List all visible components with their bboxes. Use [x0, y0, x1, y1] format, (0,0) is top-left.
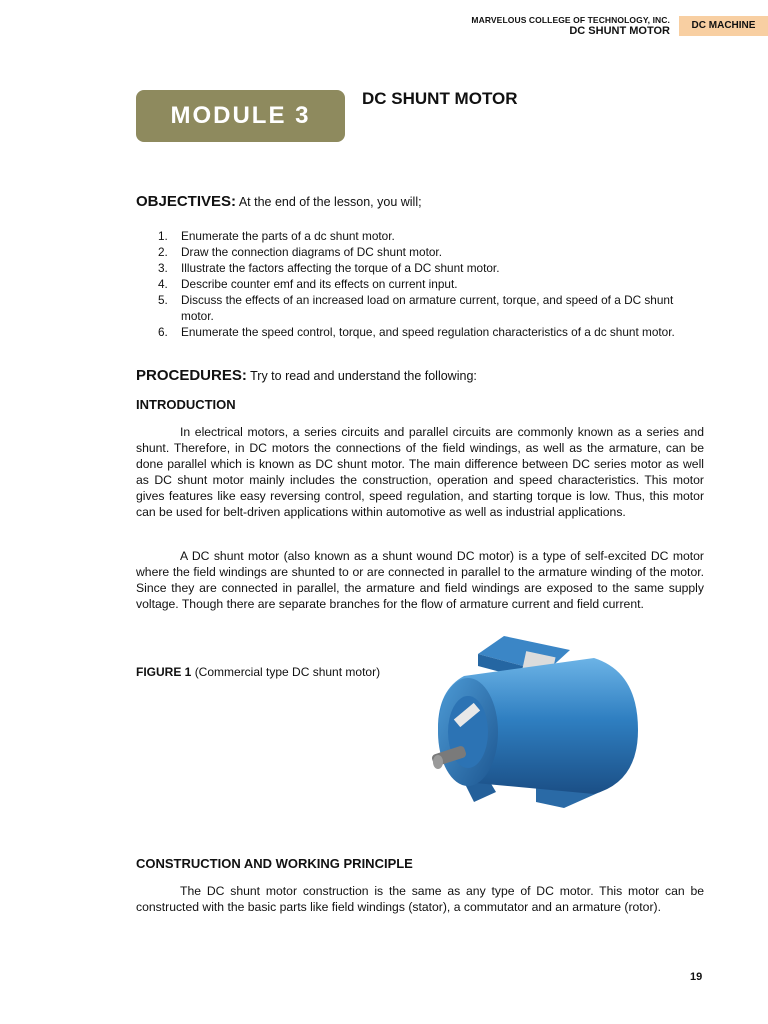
- procedures-intro: Try to read and understand the following:: [250, 369, 477, 383]
- list-item: [158, 228, 706, 244]
- construction-heading: CONSTRUCTION AND WORKING PRINCIPLE: [136, 856, 413, 871]
- objectives-label: OBJECTIVES:: [136, 193, 237, 210]
- objectives-intro: At the end of the lesson, you will;: [238, 195, 422, 209]
- list-item: [158, 244, 706, 260]
- objectives-line: [136, 193, 422, 210]
- header-tab: DC MACHINE: [679, 16, 768, 36]
- list-text: Enumerate the parts of a dc shunt motor.: [181, 229, 395, 243]
- header-subtitle: DC SHUNT MOTOR: [569, 25, 670, 37]
- procedures-line: [136, 367, 477, 384]
- list-text: Discuss the effects of an increased load on armature current, torque, and speed of a DC shunt motor.: [181, 293, 674, 323]
- list-number: 1.: [158, 229, 168, 243]
- list-text: Draw the connection diagrams of DC shunt motor.: [181, 245, 442, 259]
- module-badge: MODULE 3: [136, 90, 345, 142]
- introduction-paragraph-2: [136, 548, 704, 612]
- paragraph-text: A DC shunt motor (also known as a shunt wound DC motor) is a type of self-excited DC motor where the field windings are shunted to or are connected in parallel to the armature winding of the motor. Since they are connected in parallel, the armature and field windings are exposed to the same supply voltage. Though there are separate branches for the flow of armature current and field current.: [136, 549, 704, 612]
- list-number: 3.: [158, 261, 168, 275]
- dc-shunt-motor-photo: [424, 632, 646, 814]
- list-item: [158, 276, 706, 292]
- figure-caption-text: (Commercial type DC shunt motor): [194, 665, 381, 679]
- list-number: 4.: [158, 277, 168, 291]
- procedures-label: PROCEDURES:: [136, 367, 247, 384]
- list-item: [158, 324, 706, 340]
- paragraph-text: In electrical motors, a series circuits and parallel circuits are commonly known as a series and shunt. Therefore, in DC motors the connections of the field windings, as well as the armature, can be done parallel which is known as DC shunt motor. The main difference between DC series motor as well as DC shunt motor mainly includes the construction, operation and speed characteristics. This motor gives features like easy reversing control, speed regulation, and starting torque is low. Thus, this motor can be used for belt-driven applications within automotive as well as industrial applications.: [136, 425, 704, 520]
- shaft-end: [433, 755, 443, 769]
- list-number: 6.: [158, 325, 168, 339]
- list-text: Enumerate the speed control, torque, and speed regulation characteristics of a dc shunt motor.: [181, 325, 675, 339]
- module-title: DC SHUNT MOTOR: [362, 89, 518, 108]
- list-text: Describe counter emf and its effects on current input.: [181, 277, 458, 291]
- introduction-paragraph-1: [136, 424, 704, 521]
- figure-caption: [136, 665, 380, 679]
- figure-label: FIGURE 1: [136, 665, 192, 679]
- list-item: [158, 260, 706, 276]
- list-text: Illustrate the factors affecting the torque of a DC shunt motor.: [181, 261, 500, 275]
- list-number: 5.: [158, 293, 168, 307]
- paragraph-text: The DC shunt motor construction is the same as any type of DC motor. This motor can be constructed with the basic parts like field windings (stator), a commutator and an armature (rotor).: [136, 884, 704, 915]
- list-item: [158, 292, 706, 324]
- page-number: 19: [690, 971, 703, 983]
- list-number: 2.: [158, 245, 168, 259]
- introduction-heading: INTRODUCTION: [136, 397, 236, 412]
- objectives-list: [158, 228, 706, 340]
- college-name: MARVELOUS COLLEGE OF TECHNOLOGY, INC.: [471, 15, 670, 25]
- construction-paragraph: [136, 883, 704, 915]
